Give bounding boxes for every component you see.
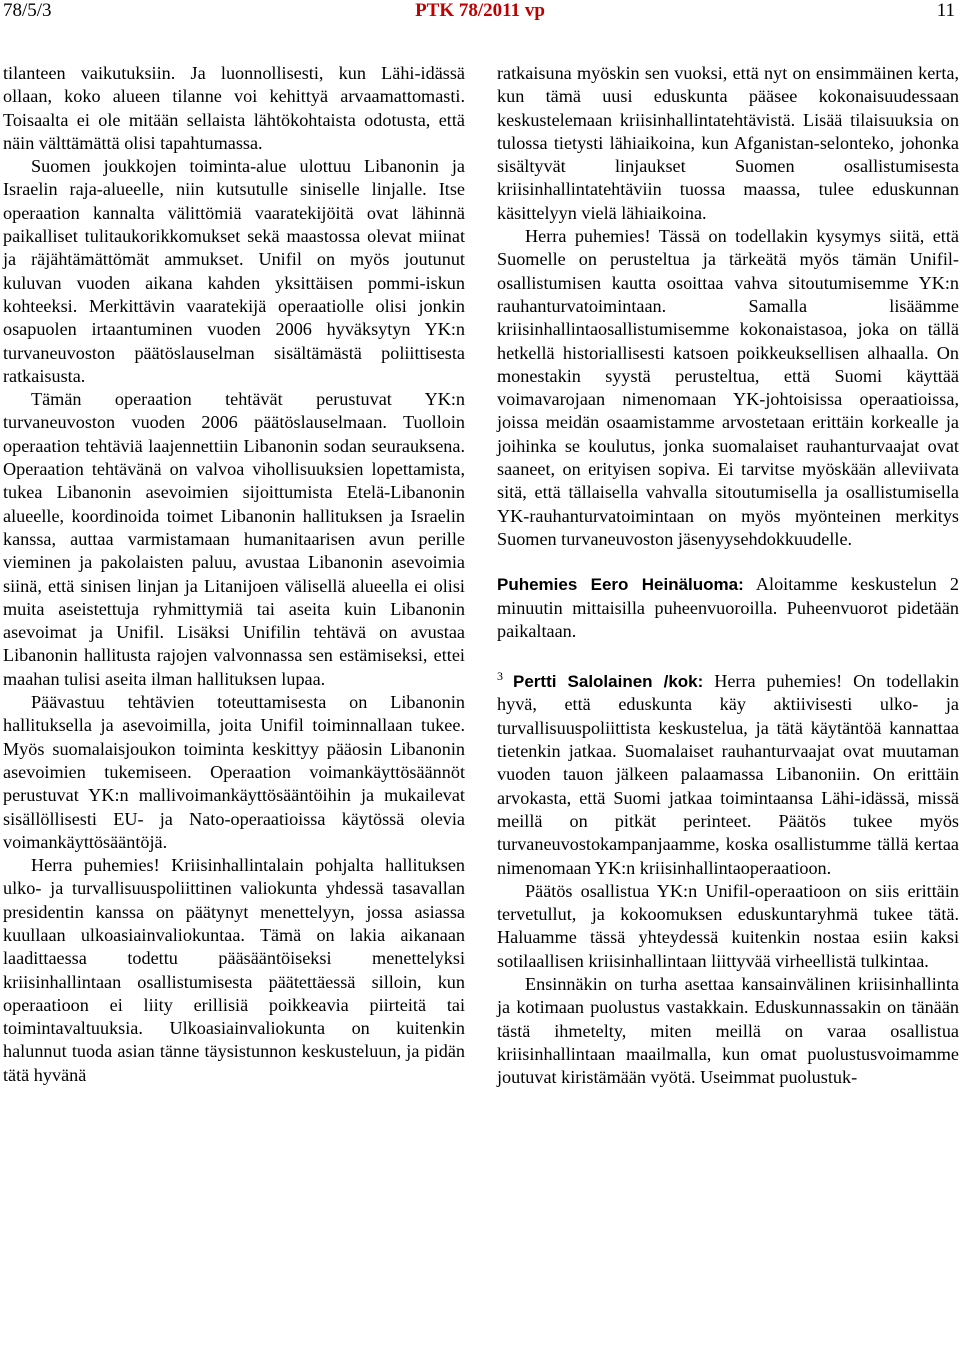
- paragraph: Suomen joukkojen toiminta-alue ulottuu Libanonin ja Israelin raja-alueelle, niin kutsutulle siniselle linjalle. Itse operaation kannalta välittömiä vaaratekijöitä ovat lähinnä paikalliset tulitaukorikkomukset sekä maastossa olevat miinat ja räjähtämättömät ammukset. Unifil on myös joutunut kuluvan vuoden aikana kahden yksittäisen pommi-iskun kohteeksi. Merkittävin vaaratekijä operaatiolle olisi jonkin osapuolen irtaantuminen vuoden 2006 hyväksytyn YK:n turvaneuvoston päätöslauselman sisältämästä poliittisesta ratkaisusta.: [3, 156, 465, 386]
- paragraph: Ensinnäkin on turha asettaa kansainvälinen kriisinhallinta ja kotimaan puolustus vastakkain. Eduskunnassakin on tänään tästä ihmetelty, miten meillä on varaa osallistua kriisinhallintaan maailmalla, kun omat puolustusvoimamme joutuvat kiristämään vyötä. Useimmat puolustuk-: [497, 973, 959, 1088]
- speech-text: Aloitamme keskustelun 2 minuutin mittaisilla puheenvuoroilla. Puheenvuorot pidetään paikaltaan.: [497, 574, 959, 641]
- left-column: [3, 62, 465, 1087]
- speech-text: Herra puhemies! On todellakin hyvä, että eduskunta käy aktiivisesti ulko- ja turvallisuuspoliittista keskustelua, ja tätä käytäntöä kannattaa tietenkin jatkaa. Suomalaiset rauhanturvaajat ovat muutaman vuoden tauon jälkeen palaamassa Libanoniin. On erittäin arvokasta, että Suomi jatkaa toimintaansa Lähi-idässä, missä meillä on pitkät perinteet. Päätös tukee myös turvaneuvostokampanjaamme, koska osallistumme tällä kertaa nimenomaan YK:n kriisinhallintaoperaatioon.: [497, 671, 959, 878]
- speaker-name: Pertti Salolainen /kok:: [513, 672, 704, 692]
- paragraph: Tämän operaation tehtävät perustuvat YK:n turvaneuvoston vuoden 2006 päätöslauselmaan. Tuolloin operaation tehtäviä laajennettiin Libanonin sodan seurauksena. Operaation tehtävänä on valvoa vihollisuuksien lopettamista, tukea Libanonin asevoimien sijoittumista Etelä-Libanonin alueelle, koordinoida toimet Libanonin hallituksen ja Israelin kanssa, auttaa varmistamaan humanitaarisen avun perille vieminen ja pakolaisten paluu, avustaa Libanonin asevoimia siinä, että sinisen linjan ja Litanijoen välisellä alueella ei olisi muita aseistettuja ryhmittymiä tai aseita kuin Libanonin asevoimat ja Unifil. Lisäksi Unifilin tehtävä on avustaa Libanonin hallitusta rajojen valvonnassa sen estämiseksi, ettei maahan tulisi aseita ilman hallituksen lupaa.: [3, 389, 465, 689]
- protocol-title: PTK 78/2011 vp: [415, 0, 545, 21]
- speaker-paragraph: [497, 573, 959, 643]
- paragraph: ratkaisuna myöskin sen vuoksi, että nyt on ensimmäinen kerta, kun tämä uusi eduskunta pääsee kokonaisuudessaan keskustelemaan kriisinhallintatehtävistä. Lisää tilaisuuksia on tulossa tietysti lähiaikoina, kun Afganistan-selonteko, johonka sisältyvät linjaukset Suomen osallistumisesta kriisinhallintatehtäviin tuossa maassa, tulee eduskunnan käsittelyyn vielä lähiaikoina.: [497, 63, 959, 223]
- speaker-paragraph: [497, 665, 959, 880]
- right-column: [497, 62, 959, 1089]
- page-header: [0, 0, 960, 40]
- speech-number: 3: [497, 669, 503, 684]
- paragraph: tilanteen vaikutuksiin. Ja luonnollisesti, kun Lähi-idässä ollaan, koko alueen tilanne voi kehittyä arvaamattomasti. Toisaalta ei ole mitään sellaista lähtökohtaista odotusta, että näin välttämättä olisi tapahtumassa.: [3, 63, 465, 153]
- paragraph: Herra puhemies! Tässä on todellakin kysymys siitä, että Suomelle on perusteltua ja tärkeätä myös tämän Unifil-osallistumisen kautta osoittaa vahva sitoutumisemme YK:n rauhanturvatoimintaan. Samalla lisäämme kriisinhallintaosallistumisemme kokonaistasoa, joka on tällä hetkellä historiallisesti katsoen poikkeuksellisen alhaalla. On monestakin syystä perusteltua, että Suomi käyttää voimavarojaan nimenomaan YK-johtoisissa operaatioissa, joissa meidän osaamistamme arvostetaan erittäin korkealle ja joihinka se koulutus, jonka suomalaiset rauhanturvaajat ovat saaneet, on erityisen sopiva. Ei tarvitse myöskään alleviivata sitä, että tällaisella vahvalla sitoutumisella ja osallistumisella YK-rauhanturvatoimintaan on myös myönteinen merkitys Suomen turvaneuvoston jäsenyysehdokkuudelle.: [497, 226, 959, 549]
- paragraph: Päävastuu tehtävien toteuttamisesta on Libanonin hallituksella ja asevoimilla, joita Unifil toiminnallaan tukee. Myös suomalaisjoukon toiminta keskittyy pääosin Libanonin asevoimien tukemiseen. Operaation voimankäyttösäännöt perustuvat YK:n mallivoimankäyttösääntöihin ja mukailevat sisällöllisesti EU- ja Nato-operaatioissa käytössä olevia voimankäyttösääntöjä.: [3, 692, 465, 852]
- document-number: 78/5/3: [3, 0, 52, 21]
- page-number: 11: [936, 0, 955, 21]
- paragraph: Päätös osallistua YK:n Unifil-operaatioon on siis erittäin tervetullut, ja kokoomuksen eduskuntaryhmä tukee tätä. Haluamme tässä yhteydessä kuitenkin nostaa esiin kaksi sotilaallisen kriisinhallintaan liittyvää virheellistä tulkintaa.: [497, 880, 959, 971]
- paragraph: Herra puhemies! Kriisinhallintalain pohjalta hallituksen ulko- ja turvallisuuspoliittinen valiokunta yhdessä tasavallan presidentin kanssa on päätynyt menettelyyn, jossa asiassa kuullaan ulkoasiainvaliokuntaa. Tämä on lakia aikanaan laadittaessa todettu pääsääntöiseksi menettelyksi kriisinhallintaan osallistumisesta päätettäessä silloin, kun operaatioon ei liity erillisiä poikkeavia piirteitä tai toimintavaltuuksia. Ulkoasiainvaliokunta on kuitenkin halunnut tuoda asian tänne täysistunnon keskusteluun, ja pidän tätä hyvänä: [3, 855, 465, 1085]
- speaker-name: Puhemies Eero Heinäluoma:: [497, 575, 744, 595]
